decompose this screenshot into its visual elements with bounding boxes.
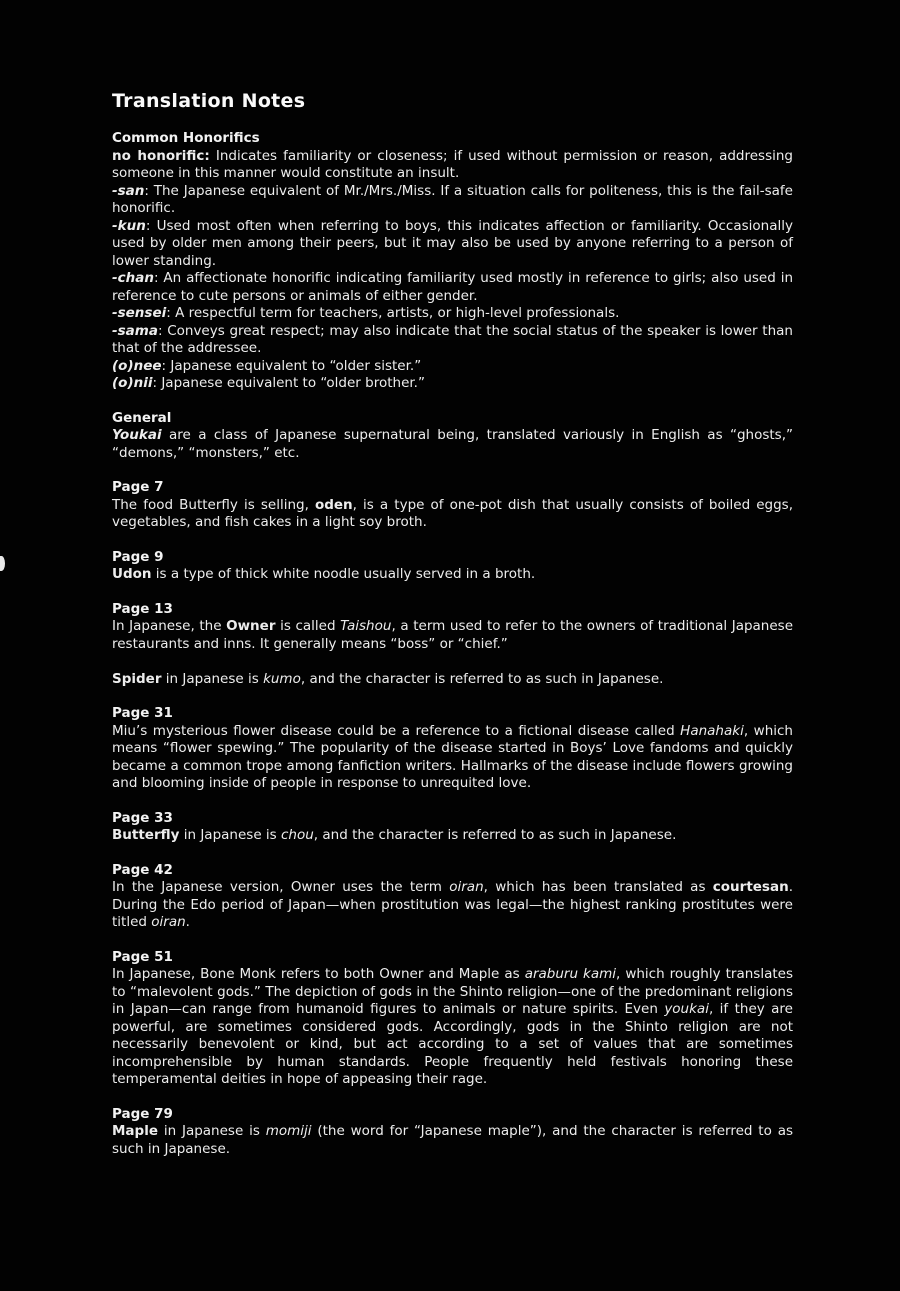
text-segment: Taishou [340,618,392,634]
text-segment: Butterfly [112,827,180,843]
text-segment: Owner [226,618,276,634]
text-segment: in Japanese is [158,1123,266,1139]
text-segment: oiran [151,914,186,930]
paragraph [112,723,793,793]
text-segment: Indicates familiarity or closeness; if used without permission or reason, addressing someone in this manner would constitute an insult. [112,147,793,181]
paragraph [112,427,793,462]
paragraph [112,218,793,271]
text-segment: Spider [112,670,162,687]
note-section [112,130,793,393]
section-body [112,148,793,393]
text-segment: Udon [112,566,152,582]
paragraph [112,566,793,584]
text-segment: : Japanese equivalent to “older brother.” [152,375,425,391]
section-body [112,618,793,688]
note-section [112,949,793,1089]
section-heading: Page 9 [112,548,164,565]
text-segment: In Japanese, Bone Monk refers to both Owner and Maple as [112,966,525,982]
paragraph [112,270,793,305]
paragraph [112,497,793,532]
text-segment: is a type of thick white noodle usually served in a broth. [151,566,536,582]
paragraph [112,1123,793,1158]
text-segment: chou [281,827,314,843]
text-segment: are a class of Japanese supernatural being, translated variously in English as “ghosts,” “demons,” “monsters,” etc. [112,427,793,461]
paragraph [112,879,793,932]
note-section [112,1106,793,1159]
text-segment: Hanahaki [680,722,744,739]
section-body [112,723,793,793]
text-segment: : An affectionate honorific indicating familiarity used mostly in reference to girls; also used in reference to cute persons or animals of either gender. [112,270,793,304]
section-body [112,427,793,462]
section-body [112,827,793,845]
paragraph [112,323,793,358]
text-segment: . During the Edo period of Japan—when prostitution was legal—the highest ranking prostitutes were titled [112,879,793,930]
section-heading: Page 42 [112,861,173,878]
text-segment: (o)nee [112,357,162,374]
paragraph [112,305,793,323]
page-title: Translation Notes [112,90,306,112]
text-segment: In Japanese, the [112,618,227,634]
notes-sections [112,130,793,1158]
section-body [112,1123,793,1158]
paragraph [112,183,793,218]
text-segment: oiran [449,879,484,895]
text-segment: Youkai [112,427,162,443]
text-segment: In the Japanese version, Owner uses the term [112,879,450,895]
text-segment: -kun [112,217,146,234]
section-heading: Page 7 [112,479,164,495]
text-segment: Miu’s mysterious flower disease could be a reference to a fictional disease called [112,722,681,739]
text-segment: , which roughly translates to “malevolent gods.” The depiction of gods in the Shinto religion—one of the predominant religions in Japan—can range from humanoid figures to animals or nature spirits. Even [112,966,793,1017]
section-heading: Page 51 [112,948,173,965]
note-section [112,705,793,793]
text-segment: (the word for “Japanese maple”), and the character is referred to as such in Japanese. [112,1123,793,1157]
text-segment: araburu kami [524,966,617,982]
paragraph [112,375,793,393]
text-segment: : Japanese equivalent to “older sister.” [161,357,422,374]
text-segment: : A respectful term for teachers, artists, or high-level professionals. [166,305,620,321]
text-segment: no honorific: [112,147,210,164]
text-segment: in Japanese is [179,827,281,843]
section-body [112,966,793,1089]
text-segment: -sama [112,322,158,339]
text-segment: : Conveys great respect; may also indicate that the social status of the speaker is lower than that of the addressee. [112,322,793,356]
note-section [112,479,793,532]
text-segment: momiji [265,1123,312,1139]
section-heading: General [112,409,172,426]
text-segment: is called [275,618,341,634]
text-segment: : Used most often when referring to boys, this indicates affection or familiarity. Occasionally used by older men among their peers, but it may also be used by anyone referring to a person of lower standing. [112,217,793,269]
paragraph [112,358,793,376]
section-heading: Page 31 [112,705,173,721]
text-segment: , which means “flower spewing.” The popularity of the disease started in Boys’ Love fandoms and quickly became a common trope among fanfiction writers. Hallmarks of the disease include flowers growing and blooming inside of people in response to unrequited love. [112,722,793,791]
text-segment: , which has been translated as [483,879,713,895]
paragraph [112,618,793,653]
paragraph [112,671,793,689]
note-section [112,810,793,845]
text-segment: -san [112,182,145,199]
note-section [112,601,793,689]
text-segment: oden [314,496,353,513]
section-heading: Page 79 [112,1105,173,1122]
section-heading: Page 33 [112,809,173,826]
text-segment: The food Butterfly is selling, [112,496,315,513]
page-edge-artifact [0,556,5,571]
section-heading: Common Honorifics [112,130,260,146]
text-segment: . [185,914,190,930]
text-segment: : The Japanese equivalent of Mr./Mrs./Miss. If a situation calls for politeness, this is the fail-safe honorific. [112,182,793,216]
text-segment: in Japanese is [161,670,264,687]
text-segment: , and the character is referred to as such in Japanese. [313,827,677,843]
paragraph [112,827,793,845]
text-segment: -sensei [112,305,167,321]
text-segment: (o)nii [112,375,153,391]
section-body [112,566,793,584]
text-segment: -chan [112,270,154,286]
text-segment: courtesan [712,879,789,895]
text-segment: kumo [263,670,301,687]
section-body [112,497,793,532]
section-heading: Page 13 [112,600,173,617]
note-section [112,549,793,584]
text-segment: , is a type of one-pot dish that usually consists of boiled eggs, vegetables, and fish cakes in a light soy broth. [112,496,793,530]
paragraph [112,966,793,1089]
paragraph [112,148,793,183]
text-segment: youkai [664,1001,709,1017]
text-segment: , and the character is referred to as such in Japanese. [300,670,664,687]
note-section [112,862,793,932]
section-body [112,879,793,932]
text-segment: , if they are powerful, are sometimes considered gods. Accordingly, gods in the Shinto religion are not necessarily benevolent or kind, but act according to a set of values that are sometimes incomprehensible by human standards. People frequently held festivals honoring these temperamental deities in hope of appeasing their rage. [112,1001,793,1087]
note-section [112,410,793,463]
text-segment: , a term used to refer to the owners of traditional Japanese restaurants and inns. It generally means “boss” or “chief.” [112,618,794,652]
text-segment: Maple [112,1123,158,1139]
